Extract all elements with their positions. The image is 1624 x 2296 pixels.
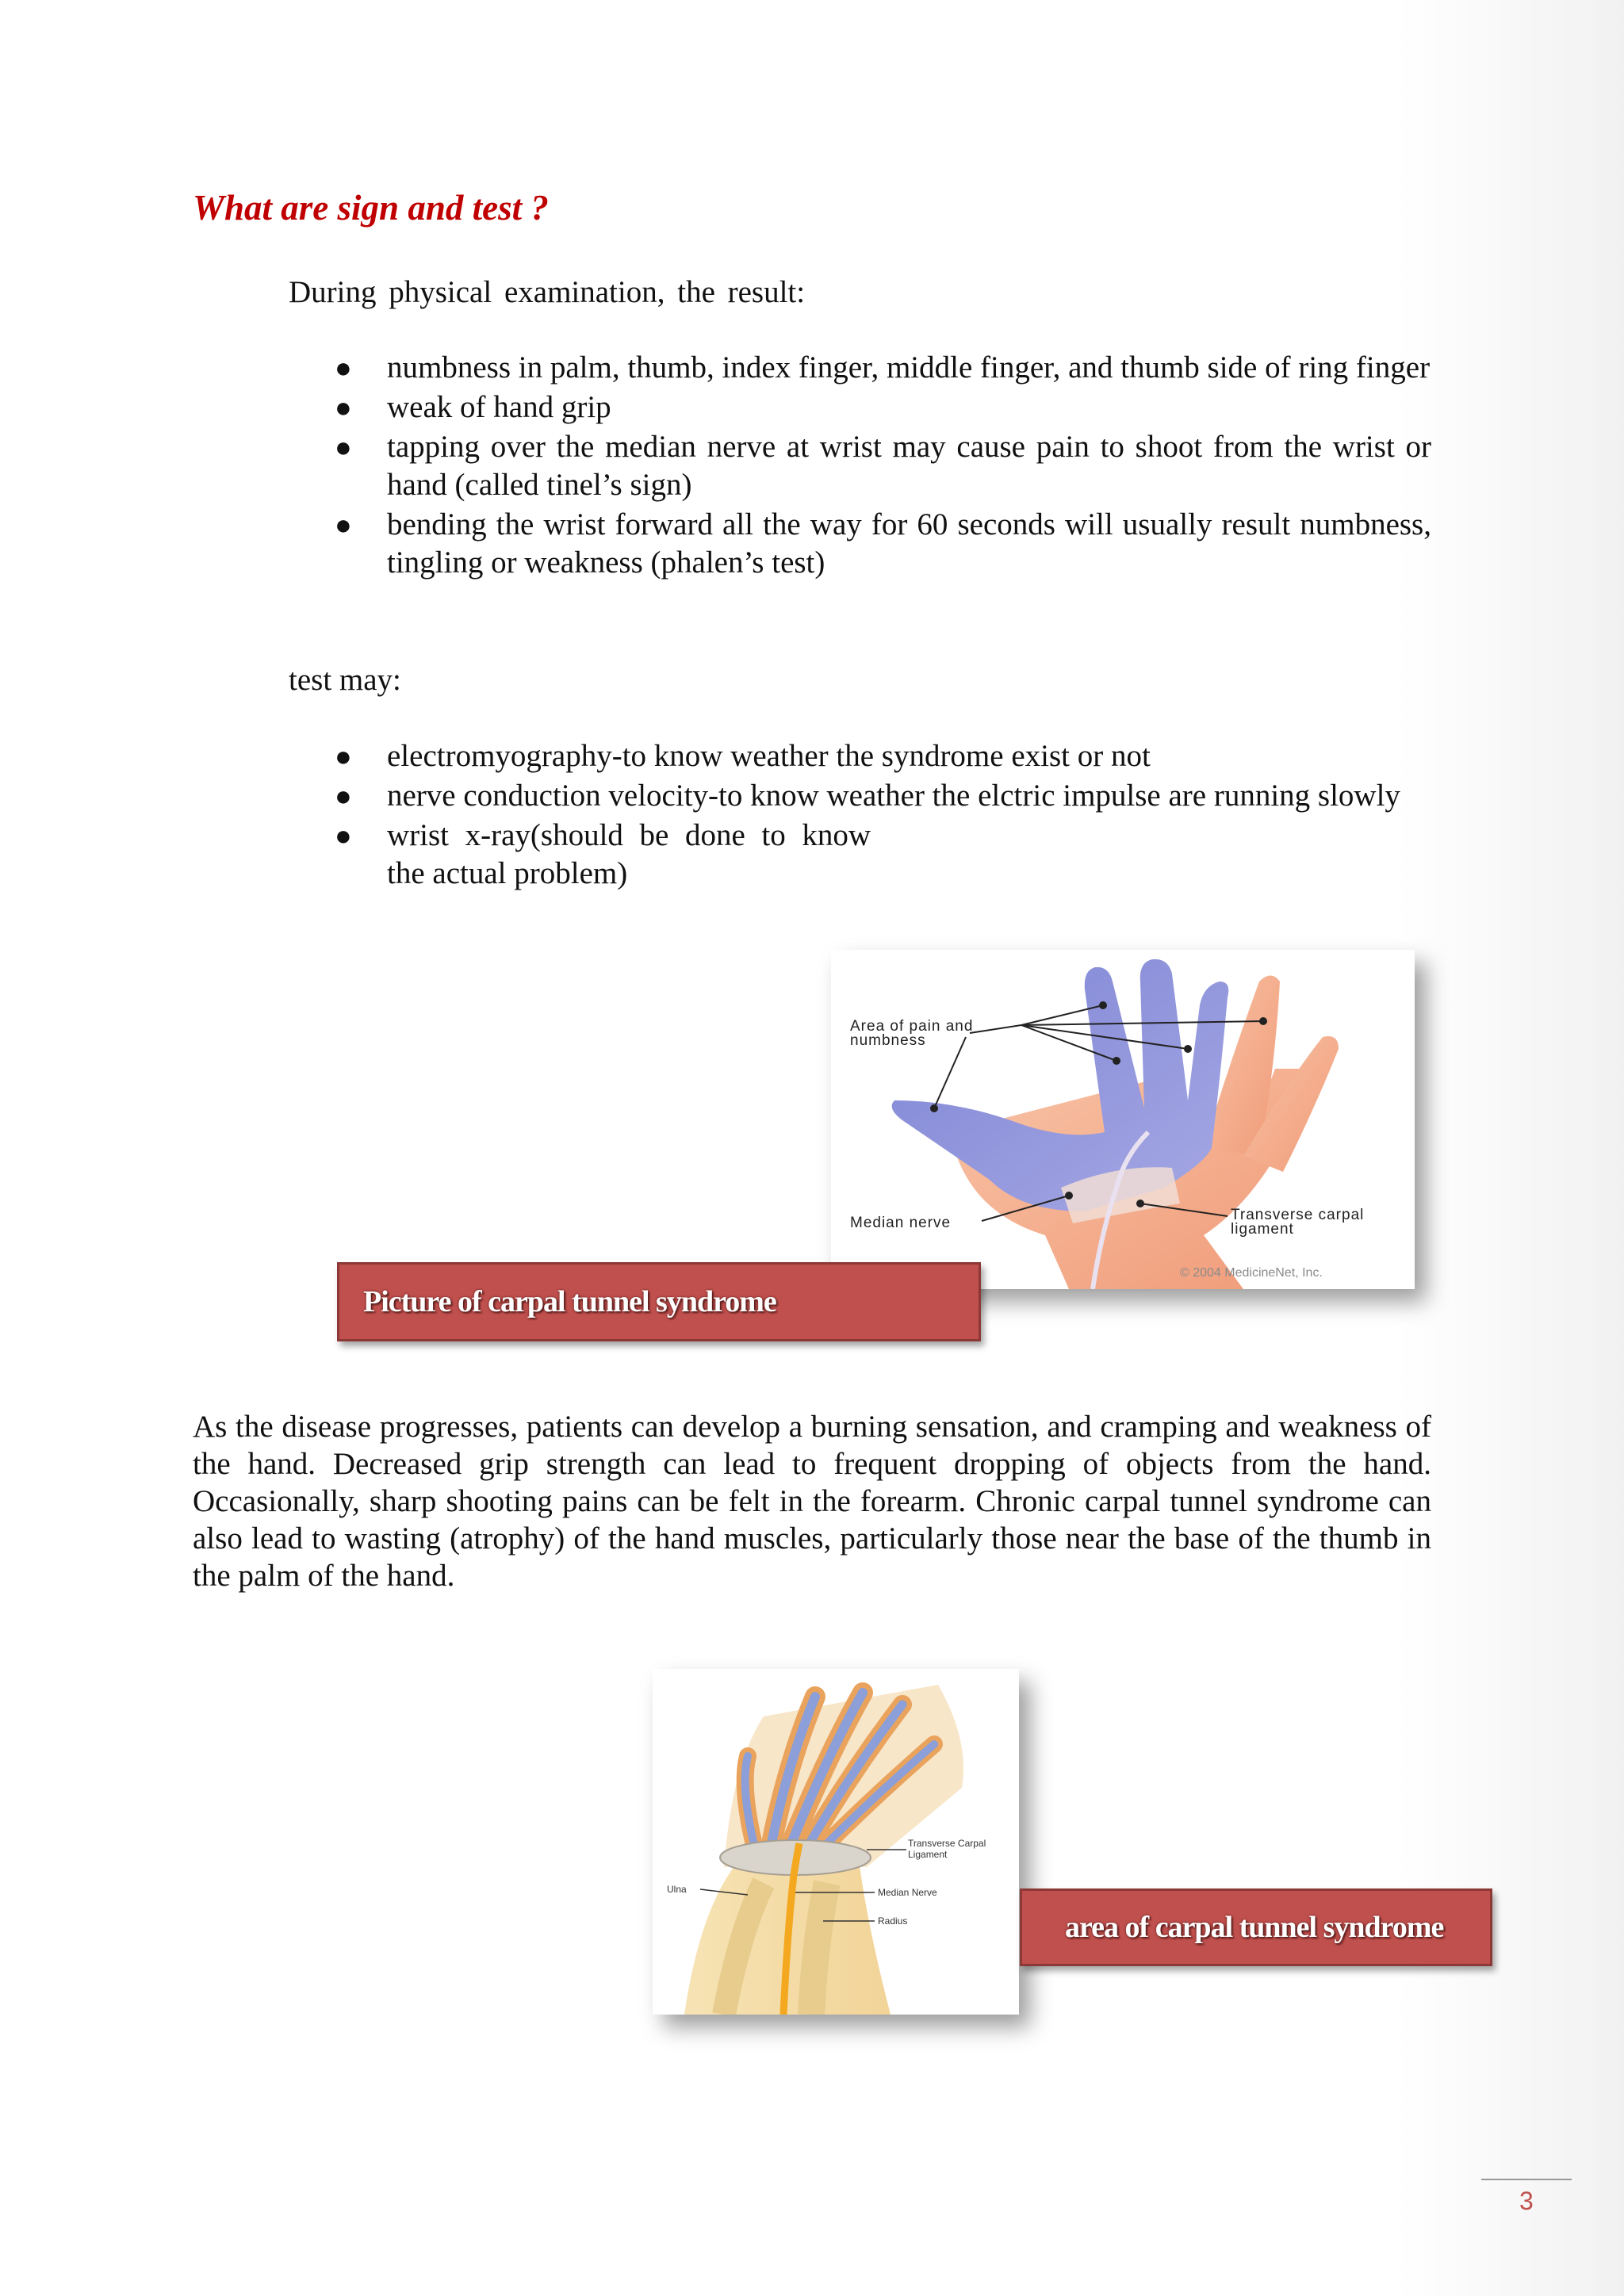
- list-item: ● electromyography-to know weather the syndrome exist or not: [289, 737, 1431, 775]
- label-ligament-2: ligament: [1231, 1221, 1294, 1238]
- bullet-icon: ●: [335, 740, 352, 772]
- label-pain-area-2: numbness: [850, 1032, 926, 1049]
- exam-intro: During physical examination, the result:: [289, 275, 806, 309]
- label-ulna: Ulna: [667, 1884, 687, 1895]
- label-radius: Radius: [878, 1915, 908, 1927]
- footer-divider: [1481, 2179, 1572, 2180]
- list-item: ● wrist x-ray(should be done to know the actual problem): [335, 818, 871, 890]
- label-pain-area-1: Area of pain and: [850, 1018, 974, 1035]
- list-item: ● tapping over the median nerve at wrist may cause pain to shoot from the wrist or hand (called tinel’s sign): [335, 430, 1431, 502]
- progression-paragraph: As the disease progresses, patients can develop a burning sensation, and cramping and weakness of the hand. Decreased grip strength can lead to frequent dropping of objects from the hand. Occasionally, sharp shooting pains can be felt in the forearm. Chronic carpal tunnel syndrome can also lead to wasting (atrophy) of the hand muscles, particularly those near the base of the thumb in the palm of the hand.: [193, 1410, 1431, 1593]
- carpal-tunnel-anatomy-figure: [653, 1669, 1019, 2015]
- label-ligament-2: Ligament: [908, 1849, 948, 1860]
- bullet-icon: ●: [335, 392, 352, 423]
- bullet-icon: ●: [335, 352, 352, 384]
- list-item: ● weak of hand grip: [289, 388, 1431, 427]
- bullet-icon: ●: [335, 509, 352, 541]
- list-item: ● numbness in palm, thumb, index finger, middle finger, and thumb side of ring finger: [289, 349, 1431, 387]
- tests-intro: test may:: [289, 663, 401, 697]
- hand-illustration: [831, 950, 1415, 1289]
- page-number: 3: [1519, 2187, 1534, 2215]
- label-median-nerve: Median nerve: [850, 1215, 952, 1231]
- signs-list: [289, 349, 1431, 584]
- bullet-icon: ●: [335, 780, 352, 812]
- list-item: ● nerve conduction velocity-to know weather the elctric impulse are running slowly: [289, 777, 1431, 815]
- figure1-caption: Picture of carpal tunnel syndrome: [337, 1262, 981, 1341]
- copyright-text: © 2004 MedicineNet, Inc.: [1180, 1266, 1323, 1280]
- wrist-illustration: [653, 1669, 1019, 2015]
- bullet-icon: ●: [335, 820, 352, 851]
- label-median-nerve: Median Nerve: [878, 1887, 937, 1898]
- section-heading: What are sign and test ?: [193, 188, 549, 228]
- figure2-caption: area of carpal tunnel syndrome: [1020, 1888, 1492, 1966]
- list-item: ● bending the wrist forward all the way for 60 seconds will usually result numbness, tingling or weakness (phalen’s test): [335, 507, 1431, 580]
- label-ligament-1: Transverse Carpal: [908, 1838, 986, 1849]
- tests-list: [289, 737, 1431, 894]
- hand-numbness-figure: [831, 950, 1415, 1289]
- bullet-icon: ●: [335, 431, 352, 463]
- radius-bone: [811, 1883, 827, 2015]
- label-ligament-1: Transverse carpal: [1231, 1207, 1365, 1223]
